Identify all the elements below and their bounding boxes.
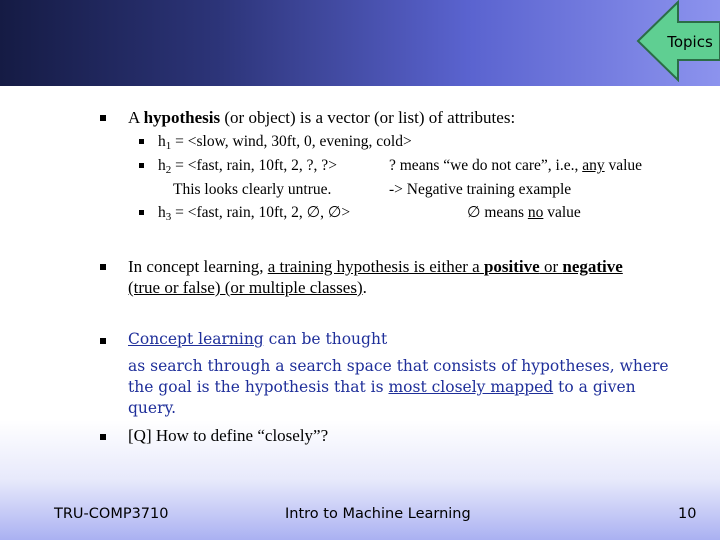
bullet-hypothesis-definition xyxy=(128,107,515,128)
h1-vector: = <slow, wind, 30ft, 0, evening, cold> xyxy=(171,133,412,150)
sub-bullet-marker xyxy=(139,163,144,168)
text-segment: ∅ means xyxy=(467,204,528,221)
page-number: 10 xyxy=(678,506,697,522)
text-segment: A xyxy=(128,108,144,127)
hypothesis-h3 xyxy=(158,203,350,223)
bullet-concept-learning-line1 xyxy=(128,256,623,277)
underlined-no: no xyxy=(527,204,544,221)
term-positive: positive xyxy=(483,257,540,276)
bullet-marker xyxy=(100,434,106,440)
underlined-any: any xyxy=(582,157,605,174)
h2-vector: = <fast, rain, 10ft, 2, ?, ?> xyxy=(171,157,337,174)
bullet-search-line4: query. xyxy=(128,399,177,417)
subscript: 2 xyxy=(165,164,172,176)
underlined-phrase: (true or false) (or multiple classes) xyxy=(128,278,363,297)
sub-bullet-marker xyxy=(139,210,144,215)
text-segment: can be thought xyxy=(263,330,388,348)
h3-vector: = <fast, rain, 10ft, 2, ∅, ∅> xyxy=(171,204,351,221)
h-symbol: h xyxy=(158,157,166,174)
bullet-question: [Q] How to define “closely”? xyxy=(128,426,329,445)
text-segment: (or object) is a vector (or list) of attributes: xyxy=(220,108,516,127)
h2-negative-example: -> Negative training example xyxy=(389,181,572,198)
text-segment: a training hypothesis is either a xyxy=(267,257,484,276)
topics-label: Topics xyxy=(667,33,713,51)
h3-no-value-note xyxy=(467,203,581,223)
term-negative: negative xyxy=(562,257,623,276)
text-segment: . xyxy=(362,278,367,297)
term-hypothesis: hypothesis xyxy=(143,108,221,127)
bullet-marker xyxy=(100,115,106,121)
bullet-search-line1 xyxy=(128,329,387,350)
hypothesis-h1 xyxy=(158,132,412,152)
bullet-concept-learning-line2 xyxy=(128,277,367,298)
bullet-marker xyxy=(100,264,106,270)
h2-untrue-comment: This looks clearly untrue. xyxy=(173,181,332,198)
bullet-search-line2: as search through a search space that consists of hypotheses, where xyxy=(128,357,669,375)
text-segment: value xyxy=(543,204,581,221)
footer-course: TRU-COMP3710 xyxy=(54,506,169,522)
text-segment: or xyxy=(539,257,563,276)
text-segment: to a given xyxy=(553,378,636,396)
subscript: 1 xyxy=(165,140,172,152)
text-segment: In concept learning, xyxy=(128,257,268,276)
bullet-search-line3 xyxy=(128,377,636,398)
hypothesis-h2 xyxy=(158,156,337,176)
text-segment: the goal is the hypothesis that is xyxy=(128,378,389,396)
sub-bullet-marker xyxy=(139,139,144,144)
h-symbol: h xyxy=(158,204,166,221)
text-segment: ? means “we do not care”, i.e., xyxy=(389,157,583,174)
h2-dont-care-note xyxy=(389,156,642,176)
h-symbol: h xyxy=(158,133,166,150)
link-concept-learning: Concept learning xyxy=(128,330,264,348)
subscript: 3 xyxy=(165,211,172,223)
underlined-most-closely-mapped: most closely mapped xyxy=(388,378,554,396)
text-segment: value xyxy=(604,157,643,174)
footer-title: Intro to Machine Learning xyxy=(285,506,471,522)
underlined-phrase xyxy=(268,257,623,276)
bullet-marker xyxy=(100,338,106,344)
